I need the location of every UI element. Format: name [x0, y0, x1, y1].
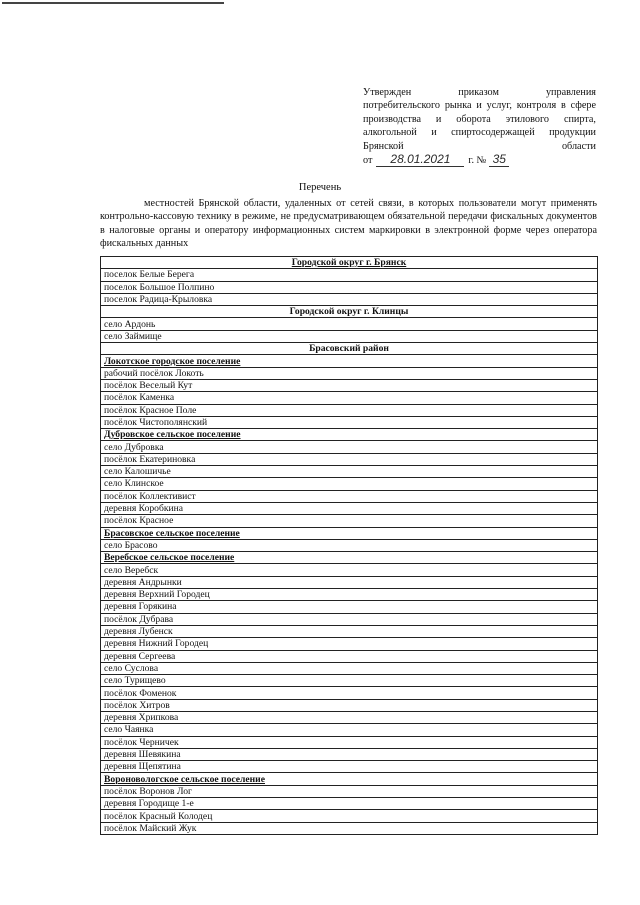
place-row [101, 650, 598, 662]
place-cell: посёлок Красный Колодец [101, 810, 598, 822]
place-cell: рабочий посёлок Локоть [101, 367, 598, 379]
place-row [101, 798, 598, 810]
district-cell: Городской округ г. Клинцы [101, 306, 598, 318]
settlement-row [101, 552, 598, 564]
place-row [101, 589, 598, 601]
place-cell: деревня Горякина [101, 601, 598, 613]
place-cell: посёлок Чистополянский [101, 416, 598, 428]
place-cell: посёлок Хитров [101, 699, 598, 711]
place-cell: деревня Сергеева [101, 650, 598, 662]
place-row [101, 625, 598, 637]
place-cell: село Веребск [101, 564, 598, 576]
place-cell: посёлок Дубрава [101, 613, 598, 625]
approval-block [363, 86, 596, 167]
place-cell: посёлок Екатериновка [101, 453, 598, 465]
place-cell: деревня Лубенск [101, 625, 598, 637]
place-cell: село Суслова [101, 662, 598, 674]
place-row [101, 330, 598, 342]
place-row [101, 638, 598, 650]
place-row [101, 281, 598, 293]
place-row [101, 613, 598, 625]
place-row [101, 441, 598, 453]
date-prefix: от [363, 155, 373, 167]
approval-word: Утвержден [363, 87, 412, 98]
place-row [101, 404, 598, 416]
place-row [101, 367, 598, 379]
place-row [101, 724, 598, 736]
approval-line-5 [363, 140, 596, 153]
approval-date-line [363, 153, 596, 167]
handwritten-number: 35 [489, 153, 509, 167]
place-row [101, 269, 598, 281]
place-cell: село Брасово [101, 539, 598, 551]
place-cell: посёлок Майский Жук [101, 822, 598, 834]
place-cell: деревня Коробкина [101, 502, 598, 514]
place-row [101, 392, 598, 404]
place-cell: деревня Хрипкова [101, 711, 598, 723]
district-cell: Городской округ г. Брянск [101, 257, 598, 269]
place-row [101, 416, 598, 428]
place-row [101, 748, 598, 760]
document-intro: местностей Брянской области, удаленных от сетей связи, в которых пользователи могут применять контрольно-кассовую технику в режиме, не предусматривающем обязательной передачи фискальных документов в налоговые органы и оператору информационных систем маркировки в электронной форме через оператора фискальных данных [100, 198, 597, 250]
place-row [101, 822, 598, 834]
approval-word: приказом [458, 87, 499, 98]
place-row [101, 490, 598, 502]
place-cell: посёлок Фоменок [101, 687, 598, 699]
document-title: Перечень [298, 182, 342, 193]
place-row [101, 293, 598, 305]
place-cell: деревня Нижний Городец [101, 638, 598, 650]
place-row [101, 699, 598, 711]
place-cell: посёлок Красное Поле [101, 404, 598, 416]
place-cell: село Ардонь [101, 318, 598, 330]
approval-word: области [561, 140, 596, 152]
place-row [101, 675, 598, 687]
place-row [101, 318, 598, 330]
district-row [101, 343, 598, 355]
place-cell: посёлок Черничек [101, 736, 598, 748]
place-row [101, 502, 598, 514]
approval-word: спирта, [563, 113, 596, 125]
place-cell: посёлок Красное [101, 515, 598, 527]
place-row [101, 453, 598, 465]
place-row [101, 601, 598, 613]
place-row [101, 711, 598, 723]
approval-word: производства [363, 113, 422, 125]
place-row [101, 379, 598, 391]
approval-line-2: потребительского рынка и услуг, контроля в сфере [363, 100, 596, 112]
place-row [101, 539, 598, 551]
approval-line-4: алкогольной и спиртосодержащей продукции [363, 127, 596, 139]
place-cell: деревня Андрынки [101, 576, 598, 588]
place-cell: деревня Щепятина [101, 761, 598, 773]
settlement-row [101, 527, 598, 539]
place-row [101, 761, 598, 773]
district-row [101, 306, 598, 318]
place-row [101, 576, 598, 588]
district-cell: Брасовский район [101, 343, 598, 355]
place-row [101, 466, 598, 478]
place-row [101, 478, 598, 490]
place-row [101, 810, 598, 822]
settlement-cell: Брасовское сельское поселение [101, 527, 598, 539]
place-row [101, 687, 598, 699]
place-cell: поселок Радица-Крыловка [101, 293, 598, 305]
place-cell: деревня Верхний Городец [101, 589, 598, 601]
approval-word: оборота [456, 113, 491, 125]
place-cell: село Калошичье [101, 466, 598, 478]
place-cell: деревня Шевякина [101, 748, 598, 760]
place-row [101, 515, 598, 527]
approval-word: этилового [505, 113, 550, 125]
place-cell: посёлок Воронов Лог [101, 785, 598, 797]
place-cell: посёлок Коллективист [101, 490, 598, 502]
settlement-cell: Локотское городское поселение [101, 355, 598, 367]
place-cell: посёлок Веселый Кут [101, 379, 598, 391]
district-row [101, 257, 598, 269]
locations-table-body [101, 257, 598, 835]
place-cell: село Чаянка [101, 724, 598, 736]
settlement-row [101, 773, 598, 785]
place-cell: село Дубровка [101, 441, 598, 453]
settlement-cell: Дубровское сельское поселение [101, 429, 598, 441]
place-cell: деревня Городище 1-е [101, 798, 598, 810]
place-cell: поселок Большое Полпино [101, 281, 598, 293]
locations-table [100, 256, 598, 835]
place-cell: поселок Белые Берега [101, 269, 598, 281]
settlement-row [101, 429, 598, 441]
approval-word: и [435, 113, 442, 125]
approval-word: Брянской [363, 140, 404, 152]
place-row [101, 785, 598, 797]
scan-edge-line [2, 2, 224, 4]
approval-line-3 [363, 113, 596, 126]
settlement-cell: Веребское сельское поселение [101, 552, 598, 564]
approval-line-1 [363, 86, 596, 99]
place-cell: посёлок Каменка [101, 392, 598, 404]
approval-word: управления [545, 87, 596, 98]
place-row [101, 662, 598, 674]
handwritten-date: 28.01.2021 [376, 153, 464, 167]
place-row [101, 736, 598, 748]
place-row [101, 564, 598, 576]
settlement-cell: Вороновологское сельское поселение [101, 773, 598, 785]
place-cell: село Займище [101, 330, 598, 342]
settlement-row [101, 355, 598, 367]
place-cell: село Клинское [101, 478, 598, 490]
place-cell: село Турищево [101, 675, 598, 687]
number-prefix: г. № [468, 155, 487, 167]
